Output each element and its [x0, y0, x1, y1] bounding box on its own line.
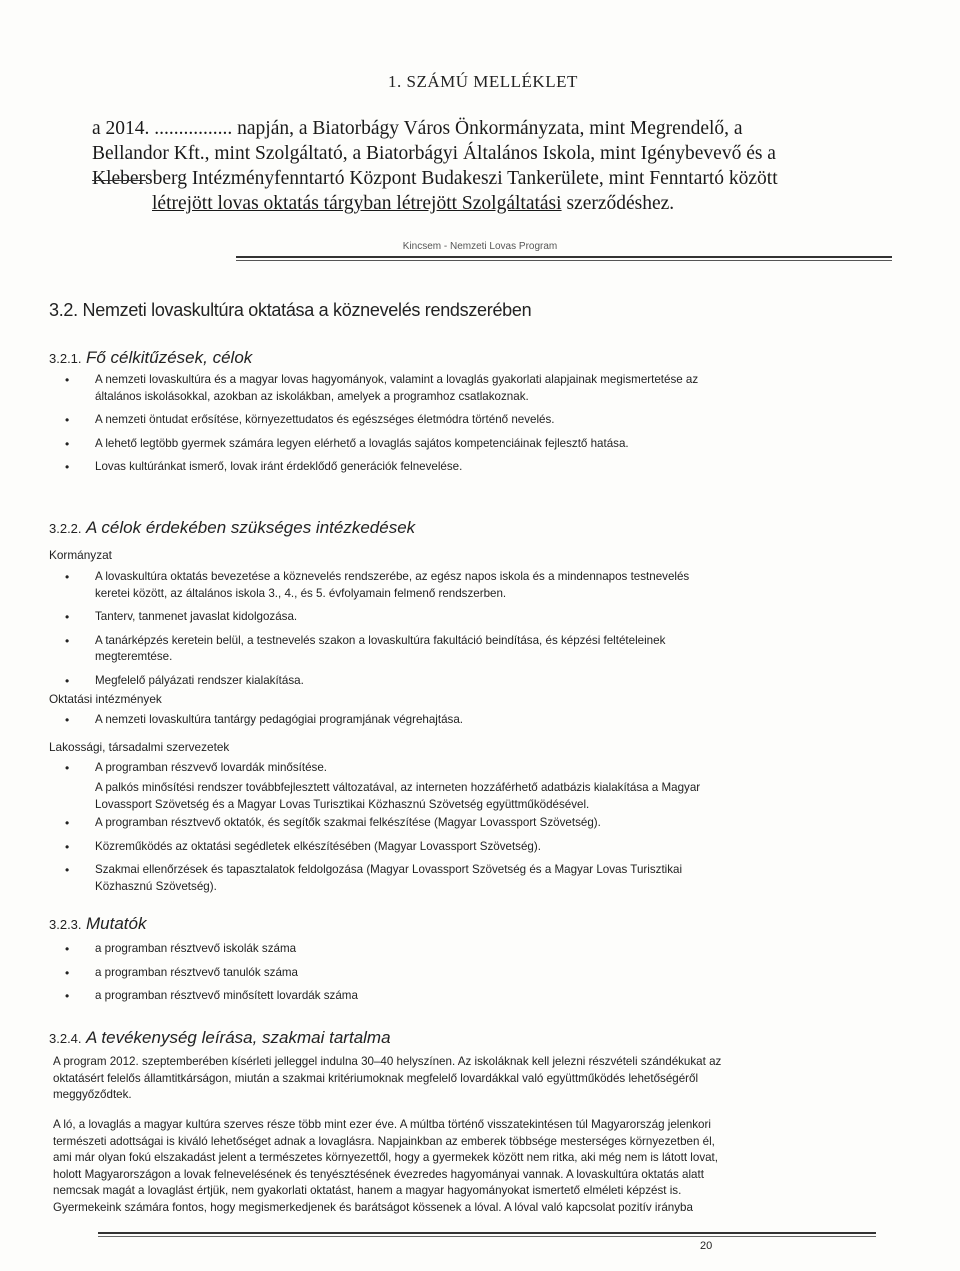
footer-divider-thin [98, 1236, 876, 1237]
subsection-number: 3.2.2. [49, 521, 82, 536]
indicators-list [49, 941, 709, 1012]
subsection-321-heading [49, 348, 252, 368]
list-item: • A programban résztvevő oktatók, és segítők szakmai felkészítése (Magyar Lovassport Szövetség). [49, 815, 715, 832]
subsection-title: A tevékenység leírása, szakmai tartalma [85, 1028, 391, 1047]
list-item: • A nemzeti öntudat erősítése, környezettudatos és egészséges életmódra történő nevelés. [49, 412, 729, 429]
subsection-322-heading [49, 518, 415, 538]
intro-line: Bellandor Kft., mint Szolgáltató, a Biatorbágyi Általános Iskola, mint Igénybevevő és a [92, 143, 776, 164]
list-item: • A lovaskultúra oktatás bevezetése a köznevelés rendszerébe, az egész napos iskola és a mindennapos testnevelés keretei között, az általános iskola 3., 4., és 5. évfolyamain felmenő rendszerben. [49, 569, 709, 602]
paragraph: A program 2012. szeptemberében kísérleti jelleggel indulna 30–40 helyszínen. Az iskoláknak kell jelezni részvételi szándékukat az oktatásért felelős államtitkárságon, miután a szakmai kritériumoknak megfelelő lovardákkal való együttműködés lehetőségéről meggyőződtek. [53, 1055, 722, 1101]
intro-line: Klebersberg Intézményfenntartó Központ Budakeszi Tankerülete, mint Fenntartó között [92, 168, 778, 189]
list-item: • a programban résztvevő minősített lovardák száma [49, 988, 709, 1005]
list-item: • Közreműködés az oktatási segédletek elkészítésében (Magyar Lovassport Szövetség). [49, 839, 715, 856]
list-item: • Tanterv, tanmenet javaslat kidolgozása. [49, 609, 709, 626]
subsection-number: 3.2.1. [49, 351, 82, 366]
intro-line-end: szerződéshez. [561, 193, 675, 214]
program-subheader: Kincsem - Nemzeti Lovas Program [402, 241, 558, 252]
subsection-number: 3.2.3. [49, 917, 82, 932]
footer-divider [98, 1232, 876, 1234]
group-label: Lakossági, társadalmi szervezetek [49, 740, 230, 754]
list-item: • A programban részvevő lovardák minősítése. [49, 760, 709, 777]
subsection-323-heading [49, 914, 146, 934]
group-label: Oktatási intézmények [49, 692, 162, 706]
list-item: • Lovas kultúránkat ismerő, lovak iránt érdeklődő generációk felnevelése. [49, 459, 729, 476]
goals-list [49, 372, 729, 483]
list-item: • A nemzeti lovaskultúra tantárgy pedagógiai programjának végrehajtása. [49, 712, 709, 729]
list-item: • A nemzeti lovaskultúra és a magyar lovas hagyományok, valamint a lovaglás gyakorlati alapjainak megismertetése az általános iskolásokkal, azokban az iskolákban, amelyek a programhoz csatlakoznak. [49, 372, 729, 405]
list-item: • A tanárképzés keretein belül, a testnevelés szakon a lovaskultúra fakultáció beindítása, és képzési feltételeinek megteremtése. [49, 633, 709, 666]
page-number: 20 [700, 1240, 713, 1252]
margin-rule [92, 180, 146, 181]
list-item: • Megfelelő pályázati rendszer kialakítása. [49, 673, 709, 690]
section-number: 3.2. [49, 300, 78, 320]
subsection-title: Mutatók [85, 914, 147, 933]
section-title: Nemzeti lovaskultúra oktatása a köznevelés rendszerében [82, 300, 532, 320]
subsection-title: A célok érdekében szükséges intézkedések [85, 518, 416, 537]
annex-title: 1. SZÁMÚ MELLÉKLET [388, 72, 578, 91]
paragraph: A palkós minősítési rendszer továbbfejlesztett változatával, az interneten hozzáférhető adatbázis kialakítása a Magyar Lovassport Szövetség és a Magyar Lovas Turisztikai Közhasznú Szövetség együttműködésével. [95, 781, 701, 811]
list-item: • Szakmai ellenőrzések és tapasztalatok feldolgozása (Magyar Lovassport Szövetség és a Magyar Lovas Turisztikai Közhasznú Szövetség). [49, 862, 715, 895]
intro-line [92, 191, 872, 216]
subsection-number: 3.2.4. [49, 1031, 82, 1046]
organisations-list-continued [49, 815, 715, 902]
list-item: • a programban résztvevő tanulók száma [49, 965, 709, 982]
list-item: • A lehető legtöbb gyermek számára legyen elérhető a lovaglás sajátos kompetenciáinak fejlesztő hatása. [49, 436, 729, 453]
intro-line: a 2014. ................ napján, a Biatorbágy Város Önkormányzata, mint Megrendelő, a [92, 118, 743, 139]
intro-underlined-text: létrejött lovas oktatás tárgyban létrejött Szolgáltatási [152, 193, 562, 214]
header-divider [236, 256, 892, 258]
government-list [49, 569, 709, 696]
group-label: Kormányzat [49, 548, 112, 562]
institutions-list [49, 712, 709, 736]
section-heading [49, 300, 531, 321]
paragraph: A ló, a lovaglás a magyar kultúra szerves része több mint ezer éve. A múltba történő visszatekintésen túl Magyarország jelenkori természeti adottságai is kiváló lehetőséget adnak a lovaglásra. Napjainkban az emberek többsége mesterséges környezetben él, ami már olyan fokú elszakadást jelent a természetes környezettől, hogy a gyermekek között nem ritka, aki még nem is látott lovat, holott Magyarországon a lovak felnevelésének és tenyésztésének évezredes hagyományai vannak. A lovaskultúra oktatás alatt nemcsak magát a lovaglást értjük, nem gyakorlati oktatást, hanem a magyar hagyományokat ismertető elméleti képzést is. Gyermekeink számára fontos, hogy megismerkedjenek és barátságot kössenek a lóval. A lóval való kapcsolat pozitív irányba [53, 1118, 719, 1214]
subsection-324-heading [49, 1028, 391, 1048]
subsection-title: Fő célkitűzések, célok [85, 348, 253, 367]
list-item: • a programban résztvevő iskolák száma [49, 941, 709, 958]
intro-paragraph [92, 116, 872, 216]
header-divider-thin [236, 260, 892, 261]
